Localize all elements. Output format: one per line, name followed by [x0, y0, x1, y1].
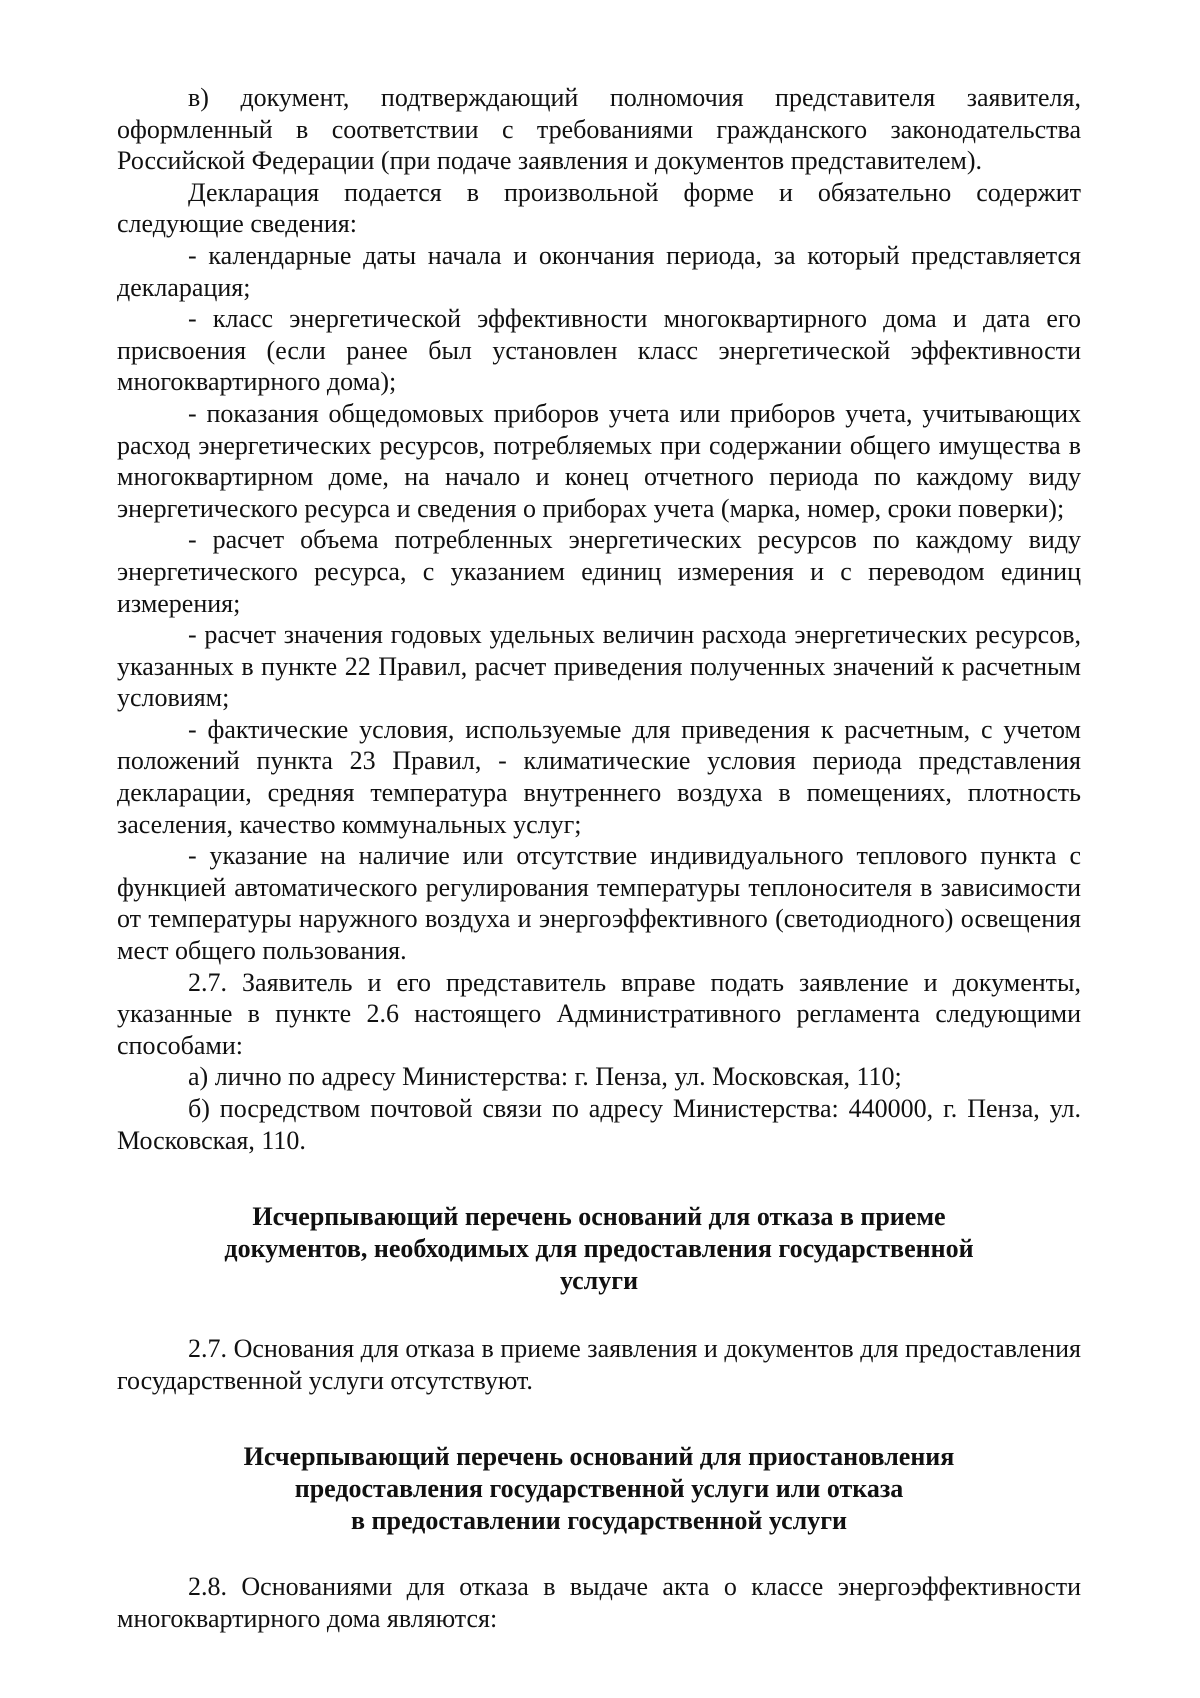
heading-line: документов, необходимых для предоставления государственной [224, 1234, 974, 1264]
list-item-volume-calculation: - расчет объема потребленных энергетических ресурсов по каждому виду энергетического ресурса, с указанием единиц измерения и с переводом единиц измерения; [117, 525, 1081, 618]
list-item-calendar-dates: - календарные даты начала и окончания периода, за который представляется декларация; [117, 240, 1081, 302]
heading-line: услуги [559, 1266, 639, 1296]
paragraph-no-refusal-grounds: 2.7. Основания для отказа в приеме заявления и документов для предоставления государственной услуги отсутствуют. [117, 1334, 1081, 1395]
list-item-meter-readings: - показания общедомовых приборов учета или приборов учета, учитывающих расход энергетических ресурсов, потребляемых при содержании общего имущества в многоквартирном доме, на начало и конец отчетного периода по каждому виду энергетического ресурса и сведения о приборах учета (марка, номер, сроки поверки); [117, 398, 1081, 523]
list-item-heating-point: - указание на наличие или отсутствие индивидуального теплового пункта с функцией автоматического регулирования температуры теплоносителя в зависимости от температуры наружного воздуха и энергоэффективного (светодиодного) освещения мест общего пользования. [117, 841, 1081, 966]
document-page [117, 82, 1081, 1635]
section-heading-suspension-refusal [117, 1441, 1081, 1537]
list-item-annual-values: - расчет значения годовых удельных величин расхода энергетических ресурсов, указанных в пункте 22 Правил, расчет приведения полученных значений к расчетным условиям; [117, 620, 1081, 713]
heading-line: Исчерпывающий перечень оснований для отказа в приеме [252, 1202, 946, 1232]
list-item-energy-class: - класс энергетической эффективности многоквартирного дома и дата его присвоения (если ранее был установлен класс энергетической эффективности многоквартирного дома); [117, 304, 1081, 397]
paragraph-submission-methods: 2.7. Заявитель и его представитель вправе подать заявление и документы, указанные в пункте 2.6 настоящего Административного регламента следующими способами: [117, 967, 1081, 1060]
heading-line: в предоставлении государственной услуги [350, 1506, 847, 1536]
paragraph-declaration-form: Декларация подается в произвольной форме и обязательно содержит следующие сведения: [117, 177, 1081, 239]
list-item-in-person: а) лично по адресу Министерства: г. Пенза, ул. Московская, 110; [188, 1062, 902, 1092]
list-item-actual-conditions: - фактические условия, используемые для приведения к расчетным, с учетом положений пункта 23 Правил, - климатические условия периода представления декларации, средняя температура внутреннего воздуха в помещениях, плотность заселения, качество коммунальных услуг; [117, 714, 1081, 839]
heading-line: Исчерпывающий перечень оснований для приостановления [243, 1442, 955, 1472]
list-item-by-post: б) посредством почтовой связи по адресу Министерства: 440000, г. Пенза, ул. Московская, 110. [117, 1094, 1081, 1155]
paragraph-representative-document: в) документ, подтверждающий полномочия представителя заявителя, оформленный в соответствии с требованиями гражданского законодательства Российской Федерации (при подаче заявления и документов представителем). [117, 83, 1081, 176]
section-heading-refusal-acceptance [117, 1201, 1081, 1297]
heading-line: предоставления государственной услуги или отказа [294, 1474, 904, 1504]
paragraph-refusal-grounds: 2.8. Основаниями для отказа в выдаче акта о классе энергоэффективности многоквартирного дома являются: [117, 1572, 1081, 1633]
